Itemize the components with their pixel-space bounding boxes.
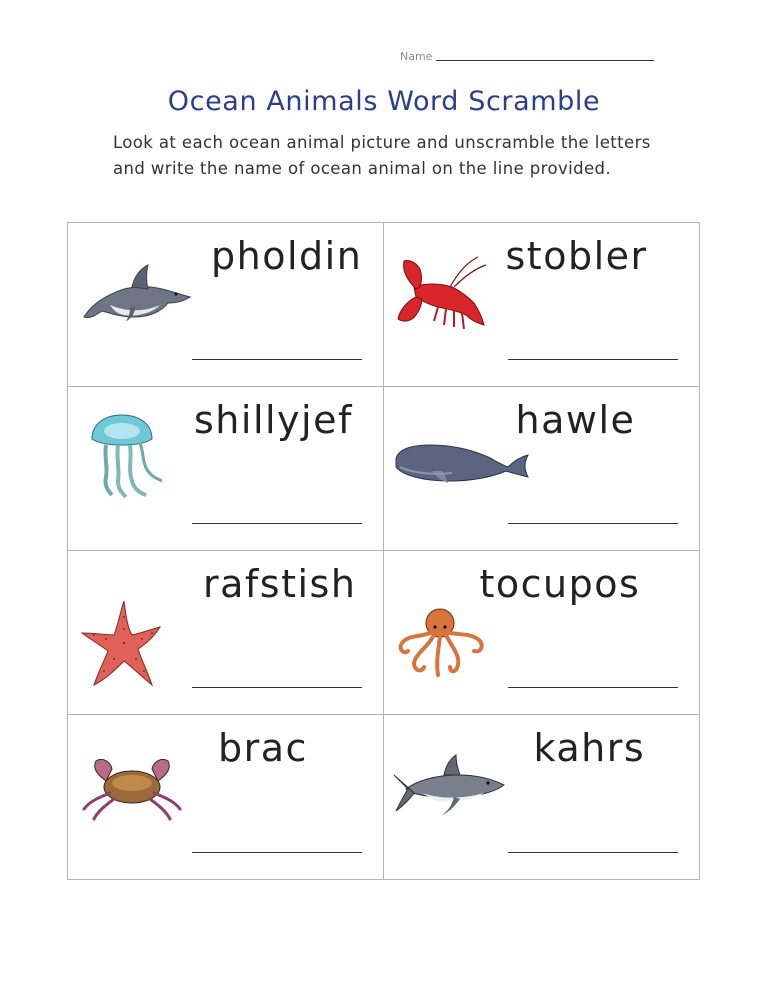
octopus-icon bbox=[394, 603, 488, 683]
answer-line[interactable] bbox=[508, 687, 678, 688]
scramble-cell-starfish bbox=[68, 551, 384, 715]
scramble-cell-shark bbox=[384, 715, 700, 879]
answer-line[interactable] bbox=[508, 852, 678, 853]
scrambled-word: hawle bbox=[515, 398, 636, 442]
scrambled-word: tocupos bbox=[479, 562, 641, 606]
starfish-icon bbox=[80, 597, 164, 689]
answer-line[interactable] bbox=[192, 687, 362, 688]
answer-line[interactable] bbox=[192, 852, 362, 853]
scramble-cell-dolphin bbox=[68, 223, 384, 387]
scrambled-word: kahrs bbox=[533, 726, 646, 770]
crab-icon bbox=[80, 751, 186, 823]
dolphin-icon bbox=[80, 259, 194, 323]
scrambled-word: shillyjef bbox=[194, 398, 353, 442]
whale-icon bbox=[392, 441, 532, 485]
name-line[interactable] bbox=[436, 59, 654, 61]
answer-line[interactable] bbox=[508, 359, 678, 360]
scrambled-word: stobler bbox=[505, 234, 648, 278]
scramble-cell-octopus bbox=[384, 551, 700, 715]
scramble-cell-whale bbox=[384, 387, 700, 551]
scramble-cell-lobster bbox=[384, 223, 700, 387]
answer-line[interactable] bbox=[508, 523, 678, 524]
name-field-row bbox=[400, 50, 654, 64]
word-scramble-grid bbox=[67, 222, 700, 880]
scrambled-word: pholdin bbox=[211, 234, 363, 278]
scramble-cell-jellyfish bbox=[68, 387, 384, 551]
instructions-text: Look at each ocean animal picture and unscramble the letters and write the name of ocean animal on the line provided. bbox=[113, 133, 651, 178]
scramble-cell-crab bbox=[68, 715, 384, 879]
jellyfish-icon bbox=[86, 411, 166, 499]
name-label: Name bbox=[400, 50, 433, 63]
shark-icon bbox=[392, 753, 508, 821]
lobster-icon bbox=[394, 253, 490, 333]
scrambled-word: rafstish bbox=[203, 562, 357, 606]
answer-line[interactable] bbox=[192, 523, 362, 524]
scrambled-word: brac bbox=[218, 726, 308, 770]
answer-line[interactable] bbox=[192, 359, 362, 360]
worksheet-title: Ocean Animals Word Scramble bbox=[167, 86, 601, 117]
